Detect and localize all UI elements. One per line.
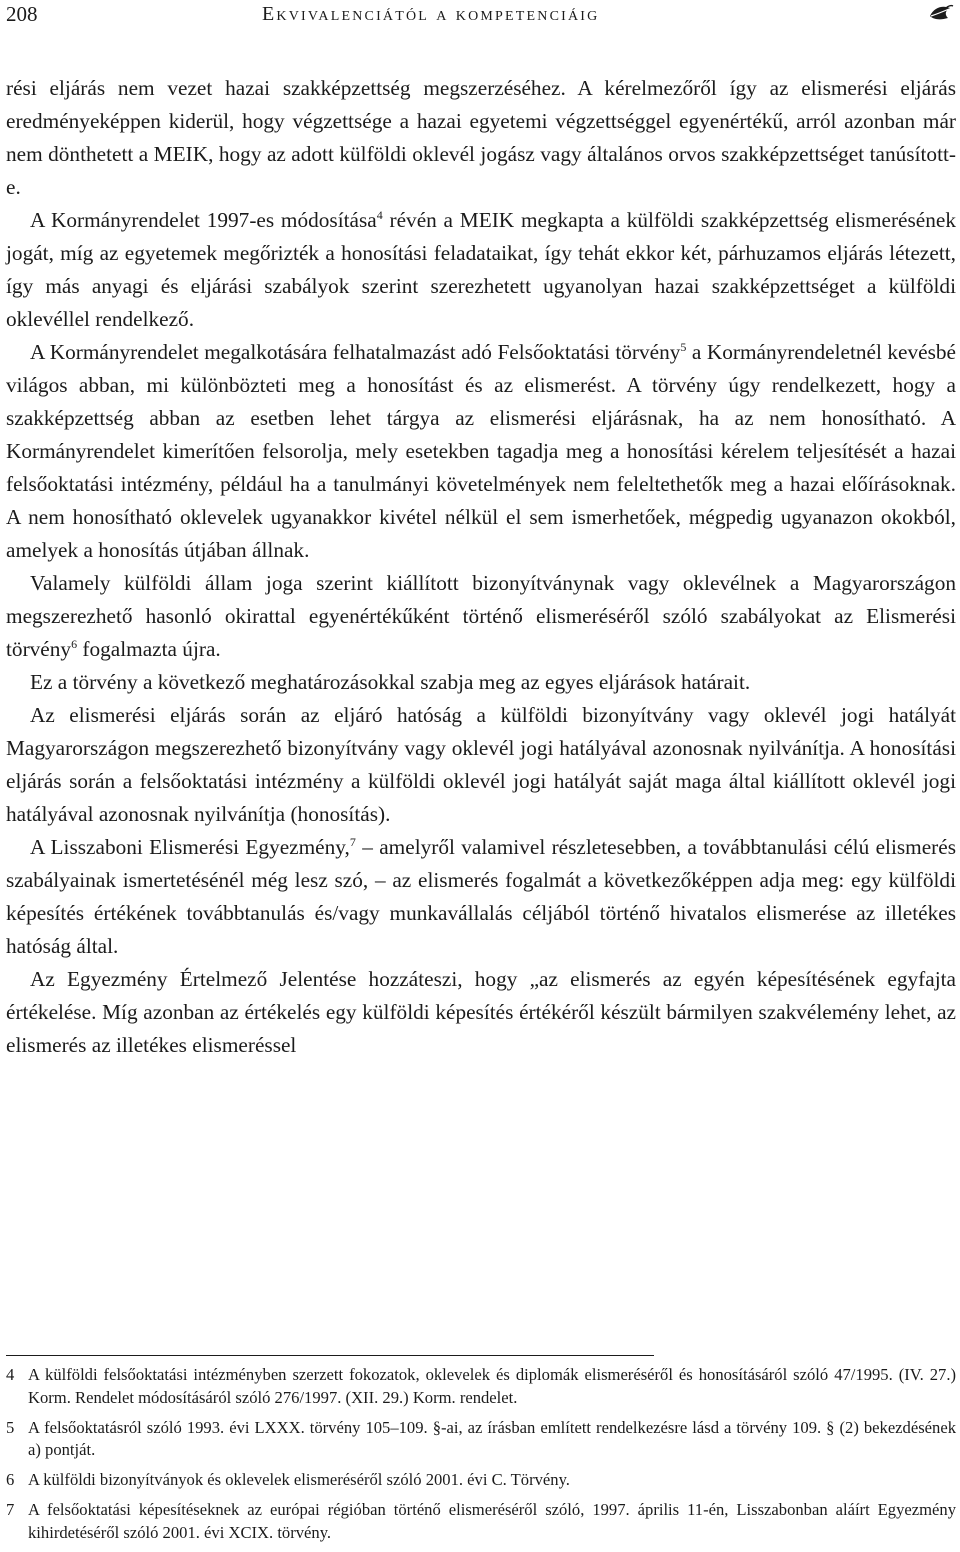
footnote-number: 5 [6,1417,15,1437]
footnote-divider [6,1355,654,1356]
book-page [6,0,957,1542]
paragraph-2-text-a: A Kormányrendelet 1997-es módosítása [30,208,377,232]
footnote-number: 7 [6,1500,15,1519]
footnote-4 [6,1364,956,1409]
footnote-7 [6,1499,956,1544]
leaf-ornament-icon [928,4,954,22]
running-head: Ekvivalenciától a kompetenciáig [262,3,600,25]
footnote-text: A külföldi bizonyítványok és oklevelek elismeréséről szóló 2001. évi C. Törvény. [28,1470,570,1489]
paragraph-1: rési eljárás nem vezet hazai szakképzettség megszerzéséhez. A kérelmezőről így az elismerési eljárás eredményeképpen kiderül, hogy végzettsége a hazai egyetemi végzettséggel egyenértékű, arról azonban már nem dönthetett a MEIK, hogy az adott külföldi oklevél jogász vagy általános orvos szakképzettséget tanúsított-e. [6,76,956,199]
paragraph-8: Az Egyezmény Értelmező Jelentése hozzáteszi, hogy „az elismerés az egyén képesítésének egyfajta értékelése. Míg azonban az értékelés egy külföldi képesítés értékéről készült bármilyen szakvélemény lehet, az elismerés az illetékes elismeréssel [6,967,956,1057]
footnote-ref-4[interactable]: 4 [376,208,383,222]
paragraph-3-text-b: a Kormányrendeletnél kevésbé világos abban, mi különbözteti meg a honosítást és az elismerést. A törvény úgy rendelkezett, hogy a szakképzettség abban az esetben lehet tárgya az elismerési eljárásnak, ha az nem honosítható. A Kormányrendelet kimerítően felsorolja, mely esetekben tagadja meg a honosítási kérelem teljesítését a hazai felsőoktatási intézmény, például ha a tanulmányi követelmények nem feleltethetők meg a hazai előírásoknak. A nem honosítható oklevelek ugyanakkor kivétel nélkül el sem ismerhetőek, mégpedig ugyanazon okokból, amelyek a honosítás útjában állnak. [6,340,956,562]
paragraph-4-text-b: fogalmazta újra. [77,637,221,661]
footnote-ref-7[interactable]: 7 [349,835,356,849]
footnote-ref-6[interactable]: 6 [71,637,78,651]
paragraph-3-text-a: A Kormányrendelet megalkotására felhatalmazást adó Felsőoktatási törvény [30,340,681,364]
page-header [6,2,956,30]
footnote-number: 4 [6,1365,15,1384]
paragraph-3 [6,336,956,567]
paragraph-2 [6,204,956,336]
page-number: 208 [6,2,38,26]
paragraph-7 [6,831,956,963]
footnote-text: A felsőoktatási képesítéseknek az európai régióban történő elismeréséről szóló, 1997. április 11-én, Lisszabonban aláírt Egyezmény kihirdetéséről szóló 2001. évi XCIX. törvény. [28,1500,956,1542]
paragraph-6: Az elismerési eljárás során az eljáró hatóság a külföldi bizonyítvány vagy oklevél jogi hatályát Magyarországon megszerezhető bizonyítvány vagy oklevél jogi hatályával azonosnak nyilvánítja. A honosítási eljárás során a felsőoktatási intézmény a külföldi oklevél jogi hatályát saját maga által kiállított oklevél jogi hatályával azonosnak nyilvánítja (honosítás). [6,703,956,826]
footnote-5 [6,1417,956,1462]
body-text [6,72,956,1062]
paragraph-2-text-b: révén a MEIK megkapta a külföldi szakképzettség elismerésének jogát, míg az egyetemek megőrizték a honosítási feladataikat, így tehát ekkor két, párhuzamos eljárás létezett, így más anyagi és eljárási szabályok szerint szerezhetett ugyanolyan hazai szakképzettséget a külföldi oklevéllel rendelkező. [6,208,956,331]
footnotes [6,1364,956,1552]
footnote-ref-5[interactable]: 5 [680,340,687,354]
paragraph-5: Ez a törvény a következő meghatározásokkal szabja meg az egyes eljárások határait. [30,670,751,694]
paragraph-4-text-a: Valamely külföldi állam joga szerint kiállított bizonyítványnak vagy oklevélnek a Magyarországon megszerezhető hasonló okirattal egyenértékűként történő elismeréséről szóló szabályokat az Elismerési törvény [6,571,956,661]
footnote-text: A felsőoktatásról szóló 1993. évi LXXX. törvény 105–109. §-ai, az írásban említett rendelkezésre lásd a törvény 109. § (2) bekezdésének a) pontját. [28,1417,956,1459]
paragraph-7-text-a: A Lisszaboni Elismerési Egyezmény, [30,835,350,859]
footnote-text: A külföldi felsőoktatási intézményben szerzett fokozatok, oklevelek és diplomák elismeréséről és honosításáról szóló 47/1995. (IV. 27.) Korm. Rendelet módosításáról szóló 276/1997. (XII. 29.) Korm. rendelet. [28,1365,956,1407]
footnote-6 [6,1469,956,1492]
footnote-number: 6 [6,1470,15,1489]
paragraph-4 [6,567,956,666]
paragraph-7-text-b: – amelyről valamivel részletesebben, a továbbtanulási célú elismerés szabályainak ismertetésénél még lesz szó, – az elismerés fogalmát a következőképpen adja meg: egy külföldi képesítés értékének továbbtanulás és/vagy munkavállalás céljából történő hivatalos elismerése az illetékes hatóság által. [6,835,957,958]
